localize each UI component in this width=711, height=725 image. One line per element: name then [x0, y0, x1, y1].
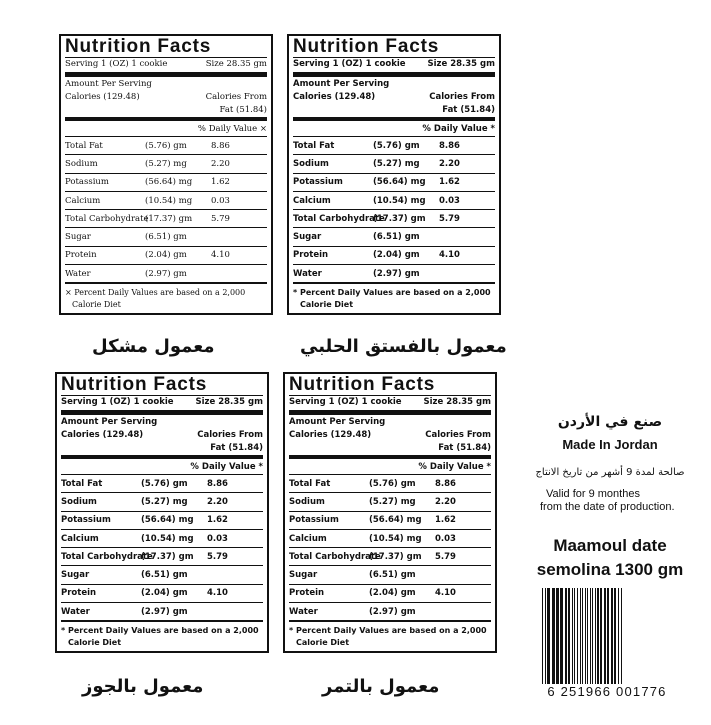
nutrient-row [293, 174, 495, 192]
nutrient-amount: (10.54) mg [369, 533, 422, 544]
footnote-line: × Percent Daily Values are based on a 2,000 [65, 288, 246, 298]
barcode-bar [592, 588, 593, 684]
nutrition-panel-pistachio [287, 34, 501, 315]
nutrient-dv: 8.86 [439, 140, 460, 151]
nutrient-row [65, 174, 267, 192]
nutrient-amount: (6.51) gm [141, 570, 188, 581]
nutrient-dv: 2.20 [207, 496, 228, 507]
daily-value-header: % Daily Value * [61, 460, 263, 475]
barcode-bar [547, 588, 550, 684]
nutrient-row [293, 192, 495, 210]
barcode-bar [607, 588, 609, 684]
nutrient-row [289, 585, 491, 603]
serving-row [289, 395, 491, 409]
flavor-label-pistachio: معمول بالفستق الحلبي [300, 336, 507, 357]
nutrient-amount: (10.54) mg [145, 195, 193, 206]
nutrient-name: Sodium [289, 496, 325, 507]
nutrient-name: Calcium [61, 533, 99, 544]
nutrient-name: Protein [65, 250, 97, 261]
nutrient-amount: (56.64) mg [145, 177, 193, 188]
nutrient-amount: (2.04) gm [369, 588, 416, 599]
nutrient-name: Water [293, 268, 322, 279]
calories-from-text: Calories From [425, 430, 491, 440]
calories-row [289, 429, 491, 442]
nutrient-dv: 8.86 [207, 478, 228, 489]
panel-title: Nutrition Facts [289, 374, 436, 395]
barcode-bar [574, 588, 575, 684]
serving-text: Serving 1 (OZ) 1 cookie [61, 397, 174, 407]
nutrient-dv: 0.03 [439, 195, 460, 206]
product-name: Maamoul date [553, 536, 667, 555]
nutrient-dv: 0.03 [207, 533, 228, 544]
calories-text: Calories (129.48) [61, 430, 144, 440]
nutrient-row [293, 137, 495, 155]
nutrient-dv: 2.20 [435, 496, 456, 507]
barcode-bar [621, 588, 622, 684]
nutrient-name: Total Carbohydrate [61, 551, 153, 562]
fat-calories-text: Fat (51.84) [293, 104, 495, 118]
footnote [61, 622, 263, 648]
footnote-line: * Percent Daily Values are based on a 2,000 [61, 626, 259, 636]
barcode-bar [582, 588, 583, 684]
nutrient-amount: (10.54) mg [373, 195, 426, 206]
nutrient-amount: (5.76) gm [145, 140, 187, 151]
nutrient-name: Total Carbohydrate [289, 551, 381, 562]
nutrient-name: Total Carbohydrate [65, 213, 149, 224]
nutrient-amount: (2.04) gm [141, 588, 188, 599]
nutrient-row [65, 155, 267, 173]
nutrient-name: Protein [289, 588, 325, 599]
size-text: Size 28.35 gm [195, 397, 263, 407]
nutrient-row [61, 530, 263, 548]
barcode-bar [587, 588, 588, 684]
nutrient-amount: (56.64) mg [369, 515, 422, 526]
nutrient-row [289, 493, 491, 511]
amount-per-serving: Amount Per Serving [61, 417, 158, 427]
made-in-english: Made In Jordan [562, 437, 658, 452]
nutrient-row [61, 548, 263, 566]
serving-row [61, 395, 263, 409]
nutrient-amount: (2.97) gm [373, 268, 420, 279]
footnote-line: Calorie Diet [296, 637, 350, 647]
nutrient-dv: 1.62 [435, 515, 456, 526]
validity-english-line1: Valid for 9 monthes [546, 488, 640, 500]
nutrient-row [65, 210, 267, 228]
panel-title: Nutrition Facts [65, 36, 212, 57]
fat-calories-text: Fat (51.84) [61, 442, 263, 456]
nutrient-amount: (17.37) gm [141, 551, 194, 562]
calories-text: Calories (129.48) [289, 430, 372, 440]
nutrient-row [65, 192, 267, 210]
nutrient-dv: 2.20 [211, 158, 230, 169]
barcode-bar [560, 588, 563, 684]
nutrient-row [61, 475, 263, 493]
nutrient-amount: (5.27) mg [373, 158, 420, 169]
nutrient-amount: (6.51) gm [145, 232, 187, 243]
nutrient-row [289, 548, 491, 566]
nutrient-amount: (2.97) gm [145, 268, 187, 279]
nutrient-name: Sugar [65, 232, 91, 243]
barcode-bar [590, 588, 591, 684]
nutrient-row [65, 137, 267, 155]
nutrient-name: Potassium [65, 177, 109, 188]
nutrient-name: Sugar [289, 570, 318, 581]
calories-row [61, 429, 263, 442]
nutrient-row [293, 210, 495, 228]
amount-per-serving: Amount Per Serving [289, 417, 386, 427]
nutrient-name: Sodium [65, 158, 98, 169]
nutrient-dv: 4.10 [435, 588, 456, 599]
panel-title: Nutrition Facts [293, 36, 440, 57]
nutrient-amount: (2.04) gm [145, 250, 187, 261]
nutrient-name: Protein [61, 588, 97, 599]
daily-value-header: % Daily Value × [65, 122, 267, 137]
footnote-line: * Percent Daily Values are based on a 2,000 [289, 626, 487, 636]
divider-thick [65, 72, 267, 77]
calories-row [293, 91, 495, 104]
nutrient-name: Potassium [293, 177, 343, 188]
barcode-bar [552, 588, 555, 684]
product-weight: semolina 1300 gm [536, 560, 684, 579]
nutrient-amount: (2.04) gm [373, 250, 420, 261]
size-text: Size 28.35 gm [427, 59, 495, 69]
nutrient-name: Sugar [61, 570, 90, 581]
barcode-bar [611, 588, 613, 684]
barcode-bar [580, 588, 581, 684]
nutrient-dv: 8.86 [211, 140, 230, 151]
barcode [540, 588, 670, 684]
nutrient-name: Sodium [293, 158, 329, 169]
footnote-line: * Percent Daily Values are based on a 2,000 [293, 288, 491, 298]
divider-medium [289, 456, 491, 459]
nutrient-dv: 0.03 [211, 195, 230, 206]
nutrient-dv: 4.10 [207, 588, 228, 599]
nutrient-amount: (5.27) mg [141, 496, 188, 507]
nutrient-amount: (2.97) gm [141, 606, 188, 617]
nutrient-name: Total Fat [65, 140, 103, 151]
fat-calories-text: Fat (51.84) [289, 442, 491, 456]
footnote-line: Calorie Diet [300, 299, 354, 309]
nutrient-name: Total Fat [293, 140, 335, 151]
nutrient-row [289, 603, 491, 622]
nutrient-amount: (6.51) gm [369, 570, 416, 581]
flavor-label-mixed: معمول مشكل [92, 336, 215, 357]
nutrient-dv: 5.79 [207, 551, 228, 562]
footnote-line: Calorie Diet [68, 637, 122, 647]
divider-medium [61, 456, 263, 459]
daily-value-header: % Daily Value * [293, 122, 495, 137]
flavor-label-date: معمول بالتمر [322, 676, 440, 697]
nutrient-amount: (5.27) mg [369, 496, 416, 507]
barcode-bar [577, 588, 578, 684]
barcode-bar [556, 588, 559, 684]
divider-thick [293, 72, 495, 77]
nutrient-dv: 5.79 [439, 213, 460, 224]
nutrient-row [61, 512, 263, 530]
divider-thick [289, 410, 491, 415]
nutrient-dv: 1.62 [439, 177, 460, 188]
barcode-bar [585, 588, 586, 684]
nutrient-name: Potassium [61, 515, 111, 526]
nutrient-row [289, 475, 491, 493]
nutrient-name: Water [289, 606, 318, 617]
serving-row [293, 57, 495, 71]
nutrient-row [61, 585, 263, 603]
barcode-bar [597, 588, 599, 684]
barcode-bar [572, 588, 573, 684]
made-in-arabic: صنع في الأردن [557, 414, 663, 430]
nutrient-name: Protein [293, 250, 329, 261]
nutrient-amount: (17.37) gm [369, 551, 422, 562]
validity-english-line2: from the date of production. [540, 501, 675, 513]
nutrient-row [289, 530, 491, 548]
nutrient-amount: (5.76) gm [141, 478, 188, 489]
nutrient-name: Calcium [65, 195, 101, 206]
nutrient-dv: 5.79 [435, 551, 456, 562]
barcode-bar [618, 588, 619, 684]
nutrient-row [293, 155, 495, 173]
nutrient-amount: (5.27) mg [145, 158, 187, 169]
divider-medium [65, 118, 267, 121]
footnote [293, 284, 495, 310]
nutrient-row [293, 265, 495, 284]
serving-row [65, 57, 267, 71]
daily-value-header: % Daily Value * [289, 460, 491, 475]
nutrition-panel-date [283, 372, 497, 653]
size-text: Size 28.35 gm [205, 59, 267, 69]
nutrient-name: Calcium [289, 533, 327, 544]
nutrition-panel-mixed [59, 34, 273, 315]
nutrient-name: Sodium [61, 496, 97, 507]
nutrient-amount: (17.37) gm [373, 213, 426, 224]
amount-per-serving: Amount Per Serving [65, 79, 152, 89]
nutrient-dv: 1.62 [207, 515, 228, 526]
nutrient-name: Water [61, 606, 90, 617]
fat-calories-text: Fat (51.84) [65, 104, 267, 118]
barcode-bar [604, 588, 606, 684]
nutrient-row [293, 228, 495, 246]
nutrient-dv: 0.03 [435, 533, 456, 544]
calories-from-text: Calories From [197, 430, 263, 440]
nutrient-name: Total Fat [289, 478, 331, 489]
nutrient-row [293, 247, 495, 265]
nutrient-dv: 1.62 [211, 177, 230, 188]
nutrient-row [289, 566, 491, 584]
nutrient-dv: 4.10 [211, 250, 230, 261]
barcode-bar [595, 588, 596, 684]
footnote-line: Calorie Diet [72, 299, 121, 309]
nutrient-name: Total Fat [61, 478, 103, 489]
nutrient-amount: (2.97) gm [369, 606, 416, 617]
nutrient-amount: (6.51) gm [373, 232, 420, 243]
calories-from-text: Calories From [429, 92, 495, 102]
barcode-bar [545, 588, 546, 684]
flavor-label-walnut: معمول بالجوز [82, 676, 204, 697]
validity-arabic: صالحة لمدة 9 أشهر من تاريخ الانتاج [535, 467, 685, 478]
nutrient-row [61, 603, 263, 622]
nutrient-dv: 2.20 [439, 158, 460, 169]
footnote [289, 622, 491, 648]
nutrient-dv: 5.79 [211, 213, 230, 224]
divider-medium [293, 118, 495, 121]
nutrient-row [65, 265, 267, 284]
barcode-bar [568, 588, 570, 684]
nutrient-row [65, 228, 267, 246]
panel-title: Nutrition Facts [61, 374, 208, 395]
nutrient-row [61, 566, 263, 584]
nutrient-name: Water [65, 268, 91, 279]
nutrient-amount: (17.37) gm [145, 213, 193, 224]
calories-row [65, 91, 267, 104]
barcode-bar [600, 588, 602, 684]
nutrient-name: Potassium [289, 515, 339, 526]
nutrient-row [289, 512, 491, 530]
barcode-bar [542, 588, 543, 684]
barcode-bar [565, 588, 567, 684]
calories-text: Calories (129.48) [65, 92, 140, 102]
nutrition-panel-walnut [55, 372, 269, 653]
amount-per-serving: Amount Per Serving [293, 79, 390, 89]
footnote [65, 284, 267, 310]
barcode-bar [614, 588, 616, 684]
nutrient-name: Sugar [293, 232, 322, 243]
nutrient-dv: 8.86 [435, 478, 456, 489]
nutrient-amount: (56.64) mg [373, 177, 426, 188]
serving-text: Serving 1 (OZ) 1 cookie [289, 397, 402, 407]
nutrient-dv: 4.10 [439, 250, 460, 261]
size-text: Size 28.35 gm [423, 397, 491, 407]
nutrient-name: Calcium [293, 195, 331, 206]
nutrient-name: Total Carbohydrate [293, 213, 385, 224]
nutrient-row [61, 493, 263, 511]
nutrient-amount: (5.76) gm [369, 478, 416, 489]
nutrient-row [65, 247, 267, 265]
calories-from-text: Calories From [205, 92, 267, 102]
serving-text: Serving 1 (OZ) 1 cookie [293, 59, 406, 69]
nutrient-amount: (5.76) gm [373, 140, 420, 151]
barcode-number: 6 251966 001776 [547, 684, 667, 699]
nutrient-amount: (56.64) mg [141, 515, 194, 526]
calories-text: Calories (129.48) [293, 92, 376, 102]
serving-text: Serving 1 (OZ) 1 cookie [65, 59, 168, 69]
nutrient-amount: (10.54) mg [141, 533, 194, 544]
divider-thick [61, 410, 263, 415]
